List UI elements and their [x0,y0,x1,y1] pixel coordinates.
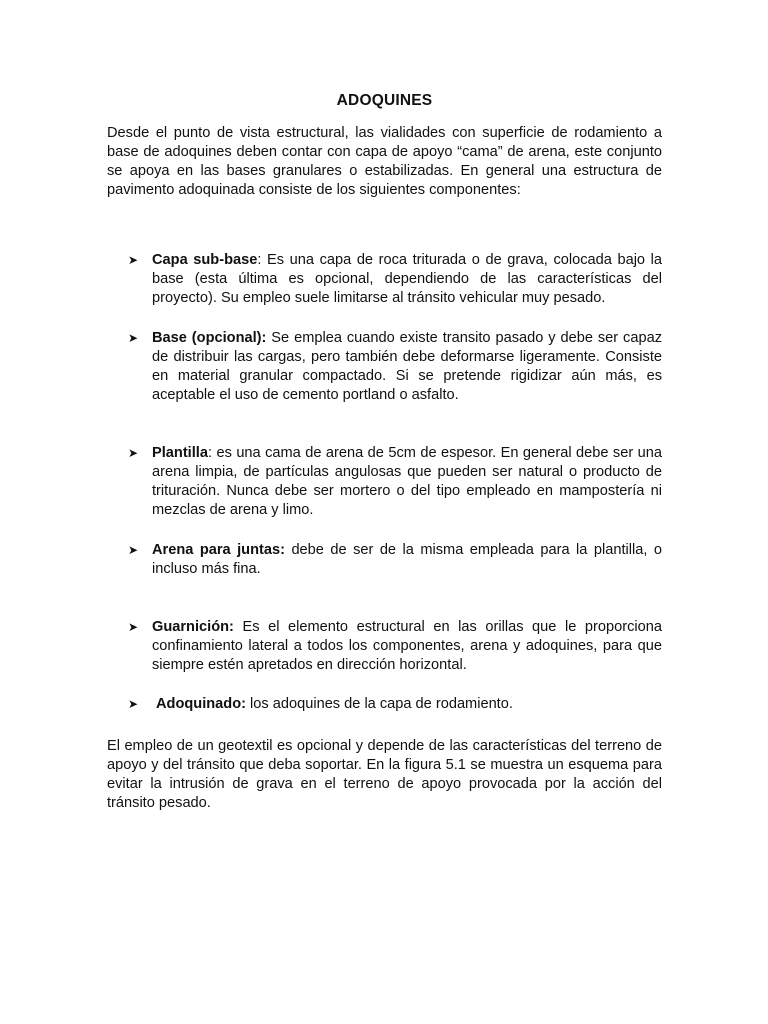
list-item-adoquinado [107,695,662,714]
item-term: Base (opcional): [152,330,267,346]
item-term: Capa sub-base [152,252,258,268]
arrow-bullet-icon: ➤ [128,253,139,267]
closing-paragraph: El empleo de un geotextil es opcional y depende de las características del terreno de apoyo y del tránsito que deba soportar. En la figura 5.1 se muestra un esquema para evitar la intrusión de grava en el terreno de apoyo provocada por la acción del tránsito pesado. [107,738,662,811]
item-text: los adoquines de la capa de rodamiento. [245,696,513,712]
item-term: Adoquinado: [156,696,246,712]
document-page [107,91,662,813]
intro-paragraph: Desde el punto de vista estructural, las vialidades con superficie de rodamiento a base de adoquines deben contar con capa de apoyo “cama” de arena, este conjunto se apoya en las bases granulares o estabilizadas. En general una estructura de pavimento adoquinada consiste de los siguientes componentes: [107,125,662,198]
arrow-bullet-icon: ➤ [128,543,139,557]
list-item-guarnicion [107,618,662,675]
item-text: Se emplea cuando existe transito pasado y debe ser capaz de distribuir las cargas, pero también debe deformarse ligeramente. Consiste en material granular compactado. Si se pretende rigidizar aún más, es aceptable el uso de cemento portland o asfalto. [152,330,662,403]
item-text: : Es una capa de roca triturada o de grava, colocada bajo la base (esta última es opcional, dependiendo de las características del proyecto). Su empleo suele limitarse al tránsito vehicular muy pesado. [152,252,663,306]
item-text: : es una cama de arena de 5cm de espesor. En general debe ser una arena limpia, de partículas angulosas que pueden ser natural o producto de trituración. Nunca debe ser mortero o del tipo empleado en mampostería ni mezclas de arena y limo. [152,445,662,518]
arrow-bullet-icon: ➤ [128,446,139,460]
item-text: debe de ser de la misma empleada para la plantilla, o incluso más fina. [152,542,662,577]
arrow-bullet-icon: ➤ [128,620,139,634]
list-item-capa-sub-base [107,251,662,308]
item-text: Es el elemento estructural en las orillas que le proporciona confinamiento lateral a todos los componentes, arena y adoquines, para que siempre estén apretados en dirección horizontal. [152,619,662,673]
list-item-base [107,329,662,405]
arrow-bullet-icon: ➤ [128,331,139,345]
arrow-bullet-icon: ➤ [128,697,139,711]
list-item-plantilla [107,444,662,520]
item-term: Arena para juntas: [152,542,285,558]
item-term: Plantilla [152,445,208,461]
list-item-arena-para-juntas [107,541,662,579]
components-list [107,251,662,714]
item-term: Guarnición: [152,619,234,635]
document-title: ADOQUINES [336,92,433,109]
